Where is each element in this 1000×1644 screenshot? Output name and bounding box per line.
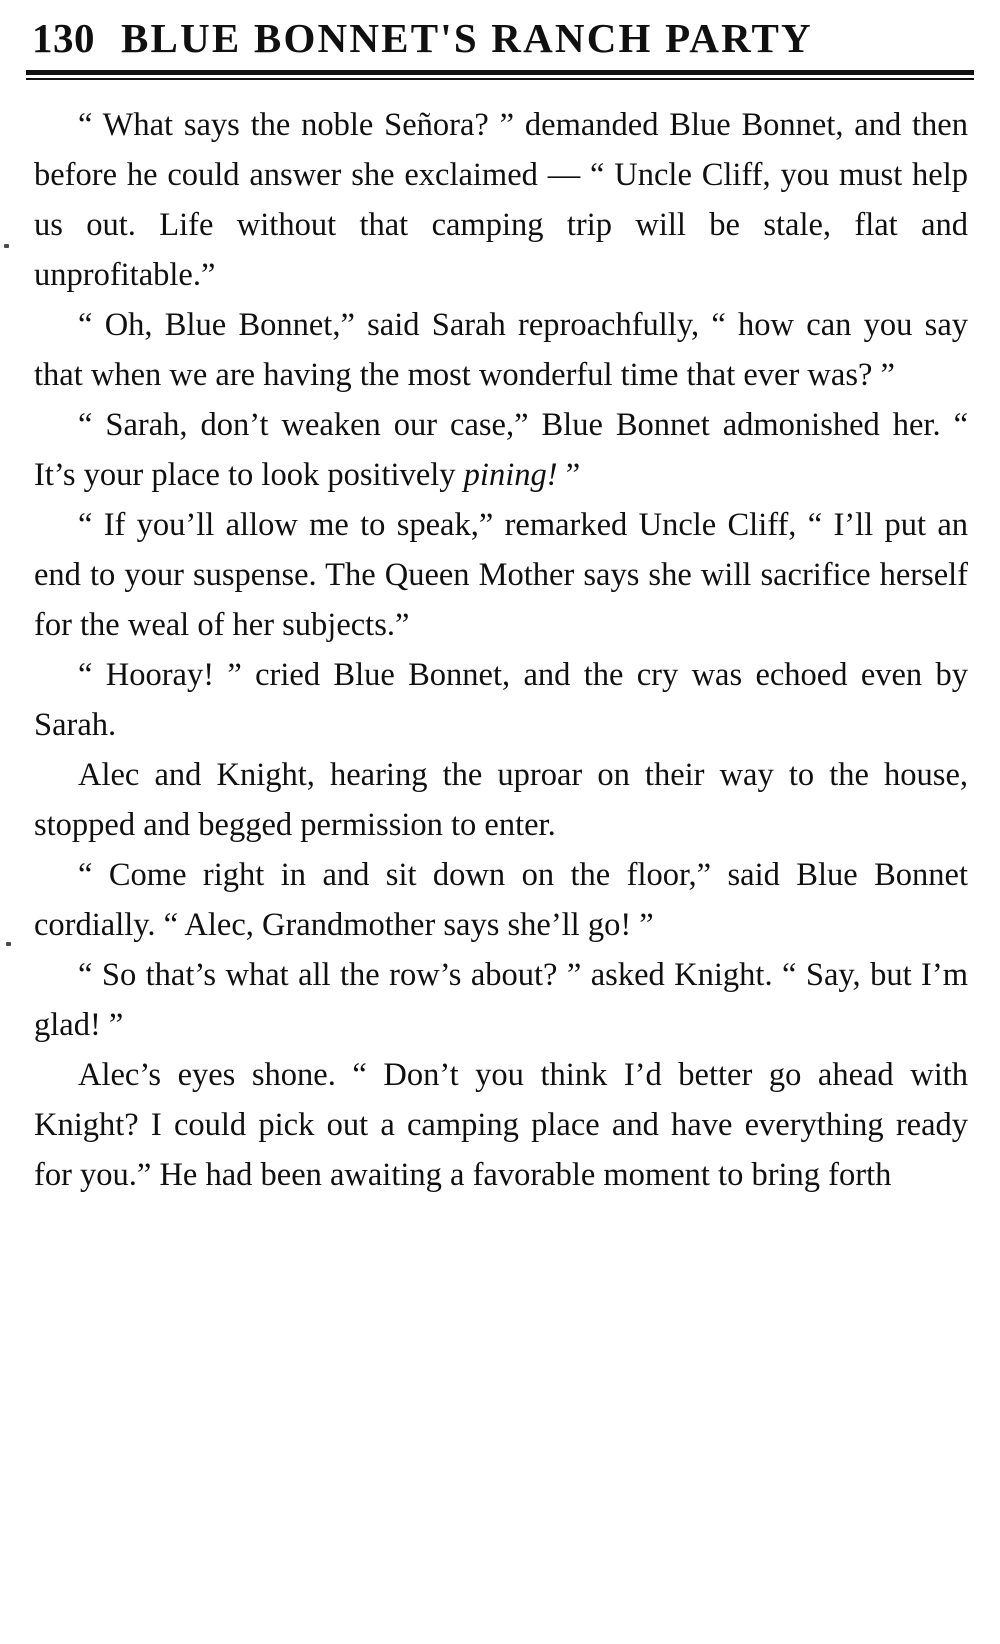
paragraph: “ What says the noble Señora? ” demanded Blue Bonnet, and then before he could answer she exclaimed — “ Uncle Cliff, you must help us out. Life without that camping trip will be stale, flat and unprofitable.” <box>34 107 968 293</box>
paragraph: “ Come right in and sit down on the floor,” said Blue Bonnet cordially. “ Alec, Grandmother says she’ll go! ” <box>34 857 968 943</box>
scan-speck <box>6 942 11 946</box>
page-number: 130 <box>32 15 95 61</box>
paragraph: “ Hooray! ” cried Blue Bonnet, and the cry was echoed even by Sarah. <box>34 657 968 743</box>
header-rule <box>26 70 974 80</box>
running-title: BLUE BONNET'S RANCH PARTY <box>121 15 813 61</box>
page-header <box>26 0 974 64</box>
paragraph: “ So that’s what all the row’s about? ” asked Knight. “ Say, but I’m glad! ” <box>34 957 968 1043</box>
italic-tail: ” <box>557 457 581 493</box>
paragraph: “ Oh, Blue Bonnet,” said Sarah reproachfully, “ how can you say that when we are having the most wonderful time that ever was? ” <box>34 307 968 393</box>
page-body <box>26 100 974 1200</box>
paragraph: “ If you’ll allow me to speak,” remarked Uncle Cliff, “ I’ll put an end to your suspense. The Queen Mother says she will sacrifice herself for the weal of her subjects.” <box>34 507 968 643</box>
paragraph: Alec and Knight, hearing the uproar on their way to the house, stopped and begged permission to enter. <box>34 757 968 843</box>
italic-phrase: pining! <box>463 457 558 493</box>
paragraph: Alec’s eyes shone. “ Don’t you think I’d better go ahead with Knight? I could pick out a camping place and have everything ready for you.” He had been awaiting a favorable moment to bring forth <box>34 1057 968 1193</box>
paragraph-text: “ Sarah, don’t weaken our case,” Blue Bonnet admonished her. “ It’s your place to look positively <box>34 407 968 493</box>
scan-speck <box>4 244 9 248</box>
paragraph-with-italic <box>34 400 968 500</box>
